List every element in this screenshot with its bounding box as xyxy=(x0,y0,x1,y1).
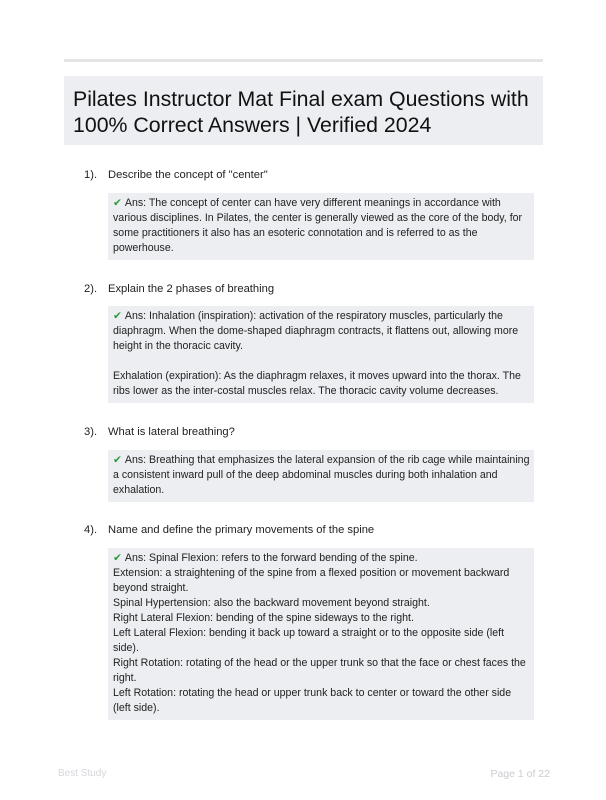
answer-text: Spinal Hypertension: also the backward movement beyond straight. xyxy=(113,597,430,609)
check-icon: ✔ xyxy=(113,310,122,322)
answer-text: Ans: Spinal Flexion: refers to the forward bending of the spine. xyxy=(124,552,418,564)
question-number: 4). xyxy=(84,524,98,536)
question-text: Describe the concept of "center" xyxy=(108,169,268,181)
answer-text: Left Rotation: rotating the head or upper trunk back to center or toward the other side (left side). xyxy=(113,687,512,714)
question-3 xyxy=(84,425,235,439)
question-text: Explain the 2 phases of breathing xyxy=(108,283,275,295)
question-text: What is lateral breathing? xyxy=(108,426,235,438)
answer-text: Right Lateral Flexion: bending of the spine sideways to the right. xyxy=(113,612,414,624)
check-icon: ✔ xyxy=(113,197,122,209)
title-block xyxy=(64,76,543,145)
answer-box-4 xyxy=(108,548,534,720)
answer-text: Exhalation (expiration): As the diaphragm relaxes, it moves upward into the thorax. The ribs lower as the inter-costal muscles relax. The thoracic cavity volume decreases. xyxy=(113,370,521,397)
answer-text: Right Rotation: rotating of the head or the upper trunk so that the face or chest faces the right. xyxy=(113,657,526,684)
page-title: Pilates Instructor Mat Final exam Questions with 100% Correct Answers | Verified 2024 xyxy=(73,87,529,137)
answer-text: Ans: Inhalation (inspiration): activation of the respiratory muscles, particularly the diaphragm. When the dome-shaped diaphragm contracts, it flattens out, allowing more height in the thoracic cavity. xyxy=(113,310,519,352)
question-2 xyxy=(84,282,274,296)
answer-box-3 xyxy=(108,450,534,502)
answer-text: Ans: The concept of center can have very different meanings in accordance with various disciplines. In Pilates, the center is generally viewed as the core of the body, for some practitioners it also has an esoteric connotation and is referred to as the powerhouse. xyxy=(113,197,523,254)
question-4 xyxy=(84,523,374,537)
answer-text: Left Lateral Flexion: bending it back up toward a straight or to the opposite side (left side). xyxy=(113,627,505,654)
answer-box-2 xyxy=(108,306,534,403)
check-icon: ✔ xyxy=(113,454,122,466)
question-number: 2). xyxy=(84,283,98,295)
answer-text: Extension: a straightening of the spine from a flexed position or movement backward beyond straight. xyxy=(113,567,510,594)
top-divider xyxy=(64,59,543,62)
page-number: Page 1 of 22 xyxy=(490,768,550,780)
answer-text: Ans: Breathing that emphasizes the lateral expansion of the rib cage while maintaining a consistent inward pull of the deep abdominal muscles during both inhalation and exhalation. xyxy=(113,454,530,496)
footer-watermark: Best Study xyxy=(58,768,107,779)
question-text: Name and define the primary movements of the spine xyxy=(108,524,375,536)
answer-box-1 xyxy=(108,193,534,260)
question-number: 3). xyxy=(84,426,98,438)
check-icon: ✔ xyxy=(113,552,122,564)
question-number: 1). xyxy=(84,169,98,181)
question-1 xyxy=(84,168,268,182)
